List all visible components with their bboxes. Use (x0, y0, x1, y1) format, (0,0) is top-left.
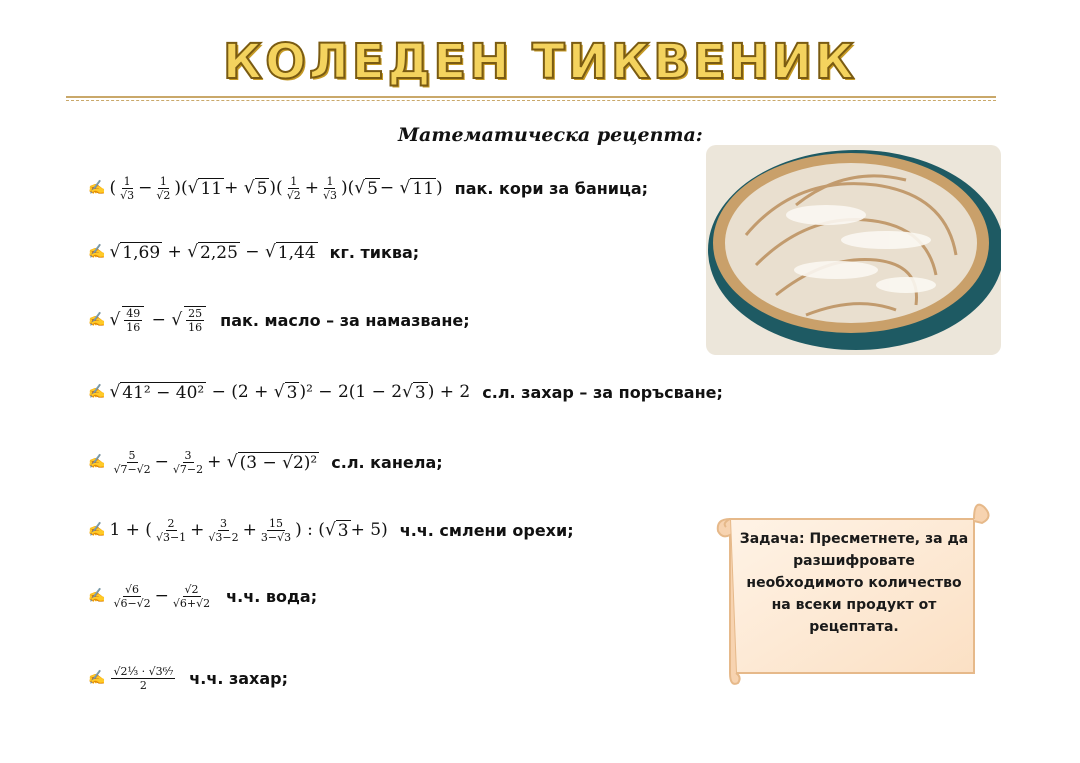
recipe-item (88, 300, 470, 340)
ingredient-label: ч.ч. вода; (226, 586, 318, 606)
recipe-item (88, 442, 443, 482)
math-expression: $\frac{√6}{√6-√2}$ − $\frac{√2}{√6+√2}$ (113, 582, 211, 610)
ingredient-label: кг. тиква; (329, 242, 420, 262)
recipe-subtitle: Математическа рецепта: (398, 124, 703, 146)
divider-dashed (66, 100, 996, 101)
pencil-icon: ✍ (88, 244, 106, 260)
ingredient-label: пак. кори за баница; (454, 178, 649, 198)
recipe-item (88, 372, 723, 412)
pencil-icon: ✍ (88, 384, 106, 400)
ingredient-label: ч.ч. захар; (189, 668, 289, 688)
math-expression: $\frac{\text{√2⅓ · √3⁶⁄₇}}{2}$ (113, 664, 174, 692)
pumpkin-pie-image (706, 145, 1001, 355)
pencil-icon: ✍ (88, 312, 106, 328)
math-expression: √ $\frac{49}{16}$ − √ $\frac{25}{16}$ (109, 306, 208, 334)
math-expression: ( $\frac{1}{√3}$ − $\frac{1}{√2}$ )(√ 11 + √ 5 )( $\frac{1}{√2}$ + $\frac{1}{√3}$ )(√ 5 − √ 11 ) (109, 174, 443, 202)
math-expression: √ 41² − 40² − (2 + √ 3 )² − 2(1 − 2√ 3 ) + 2 (109, 382, 471, 403)
math-expression: $\frac{5}{√7-√2}$ − $\frac{3}{√7-2}$ + √ (3 − √2)² (113, 448, 318, 476)
recipe-item (88, 658, 288, 698)
ingredient-label: пак. масло – за намазване; (220, 310, 470, 330)
pencil-icon: ✍ (88, 522, 106, 538)
recipe-item (88, 168, 648, 208)
ingredient-label: ч.ч. смлени орехи; (399, 520, 574, 540)
page-title: КОЛЕДЕН ТИКВЕНИК (222, 34, 858, 90)
ingredient-label: с.л. канела; (331, 452, 443, 472)
recipe-item (88, 576, 317, 616)
pencil-icon: ✍ (88, 180, 106, 196)
ingredient-label: с.л. захар – за поръсване; (482, 382, 723, 402)
pencil-icon: ✍ (88, 454, 106, 470)
divider (66, 96, 996, 98)
task-text: Задача: Пресметнете, за да разшифровате необходимото количество на всеки продукт от рецептата. (739, 531, 969, 635)
pencil-icon: ✍ (88, 588, 106, 604)
pencil-icon: ✍ (88, 670, 106, 686)
recipe-item (88, 510, 574, 550)
math-expression: 1 + ( $\frac{2}{√3-1}$ + $\frac{3}{√3-2}$ + $\frac{15}{3-√3}$ ) : (√ 3 + 5) (109, 516, 388, 544)
math-expression: √ 1,69 + √ 2,25 − √ 1,44 (109, 242, 316, 263)
recipe-item (88, 232, 419, 272)
